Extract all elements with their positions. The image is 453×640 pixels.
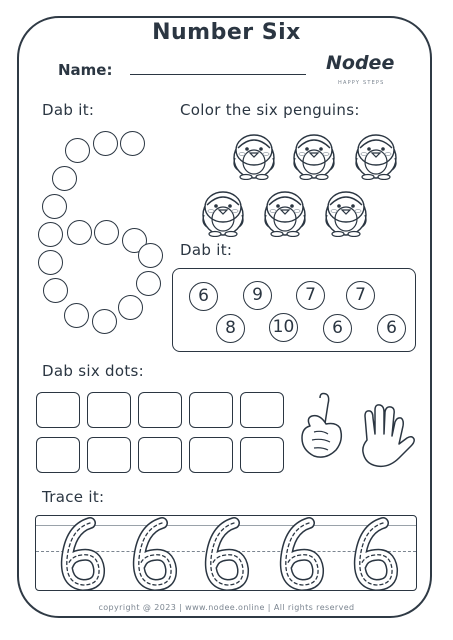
dab-it-heading: Dab it: [42, 101, 95, 119]
trace-it-heading: Trace it: [42, 488, 105, 506]
brand-logo: Nodee [326, 52, 395, 74]
brand-tagline: HAPPY STEPS [338, 80, 385, 86]
dab-dot[interactable] [52, 166, 77, 191]
dotted-six-icon[interactable] [276, 515, 326, 591]
number-circle[interactable]: 6 [377, 314, 406, 343]
penguin-icon[interactable] [199, 185, 247, 237]
name-label: Name: [58, 61, 113, 79]
dab-dot[interactable] [64, 303, 89, 328]
ten-frame-cell[interactable] [189, 392, 233, 428]
dab-dot[interactable] [92, 309, 117, 334]
dab-dot[interactable] [65, 138, 90, 163]
number-circle[interactable]: 8 [216, 314, 245, 343]
dab-dot[interactable] [43, 278, 68, 303]
dab-dot[interactable] [42, 194, 67, 219]
one-finger-hand-icon [296, 392, 348, 464]
ten-frame-cell[interactable] [87, 437, 131, 473]
dotted-six-icon[interactable] [350, 515, 400, 591]
ten-frame-cell[interactable] [87, 392, 131, 428]
ten-frame-cell[interactable] [138, 437, 182, 473]
penguin-icon[interactable] [290, 128, 338, 180]
number-circle[interactable]: 6 [189, 282, 218, 311]
dab-dot[interactable] [120, 131, 145, 156]
dab-dot[interactable] [118, 295, 143, 320]
dab-dot[interactable] [38, 250, 63, 275]
ten-frame-cell[interactable] [189, 437, 233, 473]
dab-dot[interactable] [93, 131, 118, 156]
ten-frame-cell[interactable] [240, 437, 284, 473]
dab-six-dots-heading: Dab six dots: [42, 362, 145, 380]
penguin-icon[interactable] [230, 128, 278, 180]
five-finger-hand-icon [353, 400, 417, 472]
name-write-line[interactable] [130, 74, 306, 75]
dab-dot[interactable] [138, 243, 163, 268]
dab-dot[interactable] [94, 220, 119, 245]
penguin-icon[interactable] [261, 185, 309, 237]
dotted-six-icon[interactable] [201, 515, 251, 591]
dotted-six-icon[interactable] [57, 515, 107, 591]
page-title: Number Six [152, 20, 301, 45]
copyright-footer: copyright @ 2023 | www.nodee.online | All rights reserved [98, 603, 355, 612]
ten-frame-cell[interactable] [240, 392, 284, 428]
ten-frame-cell[interactable] [36, 437, 80, 473]
number-circle[interactable]: 6 [323, 314, 352, 343]
dab-dot[interactable] [67, 220, 92, 245]
color-penguins-heading: Color the six penguins: [180, 101, 360, 119]
ten-frame-cell[interactable] [36, 392, 80, 428]
dab-numbers-heading: Dab it: [180, 241, 233, 259]
number-circle[interactable]: 7 [346, 281, 375, 310]
number-circle[interactable]: 7 [296, 281, 325, 310]
penguin-icon[interactable] [322, 185, 370, 237]
dab-dot[interactable] [136, 271, 161, 296]
number-circle[interactable]: 10 [269, 313, 298, 342]
ten-frame-cell[interactable] [138, 392, 182, 428]
dotted-six-icon[interactable] [129, 515, 179, 591]
penguin-icon[interactable] [352, 128, 400, 180]
number-circle[interactable]: 9 [243, 281, 272, 310]
dab-dot[interactable] [38, 222, 63, 247]
